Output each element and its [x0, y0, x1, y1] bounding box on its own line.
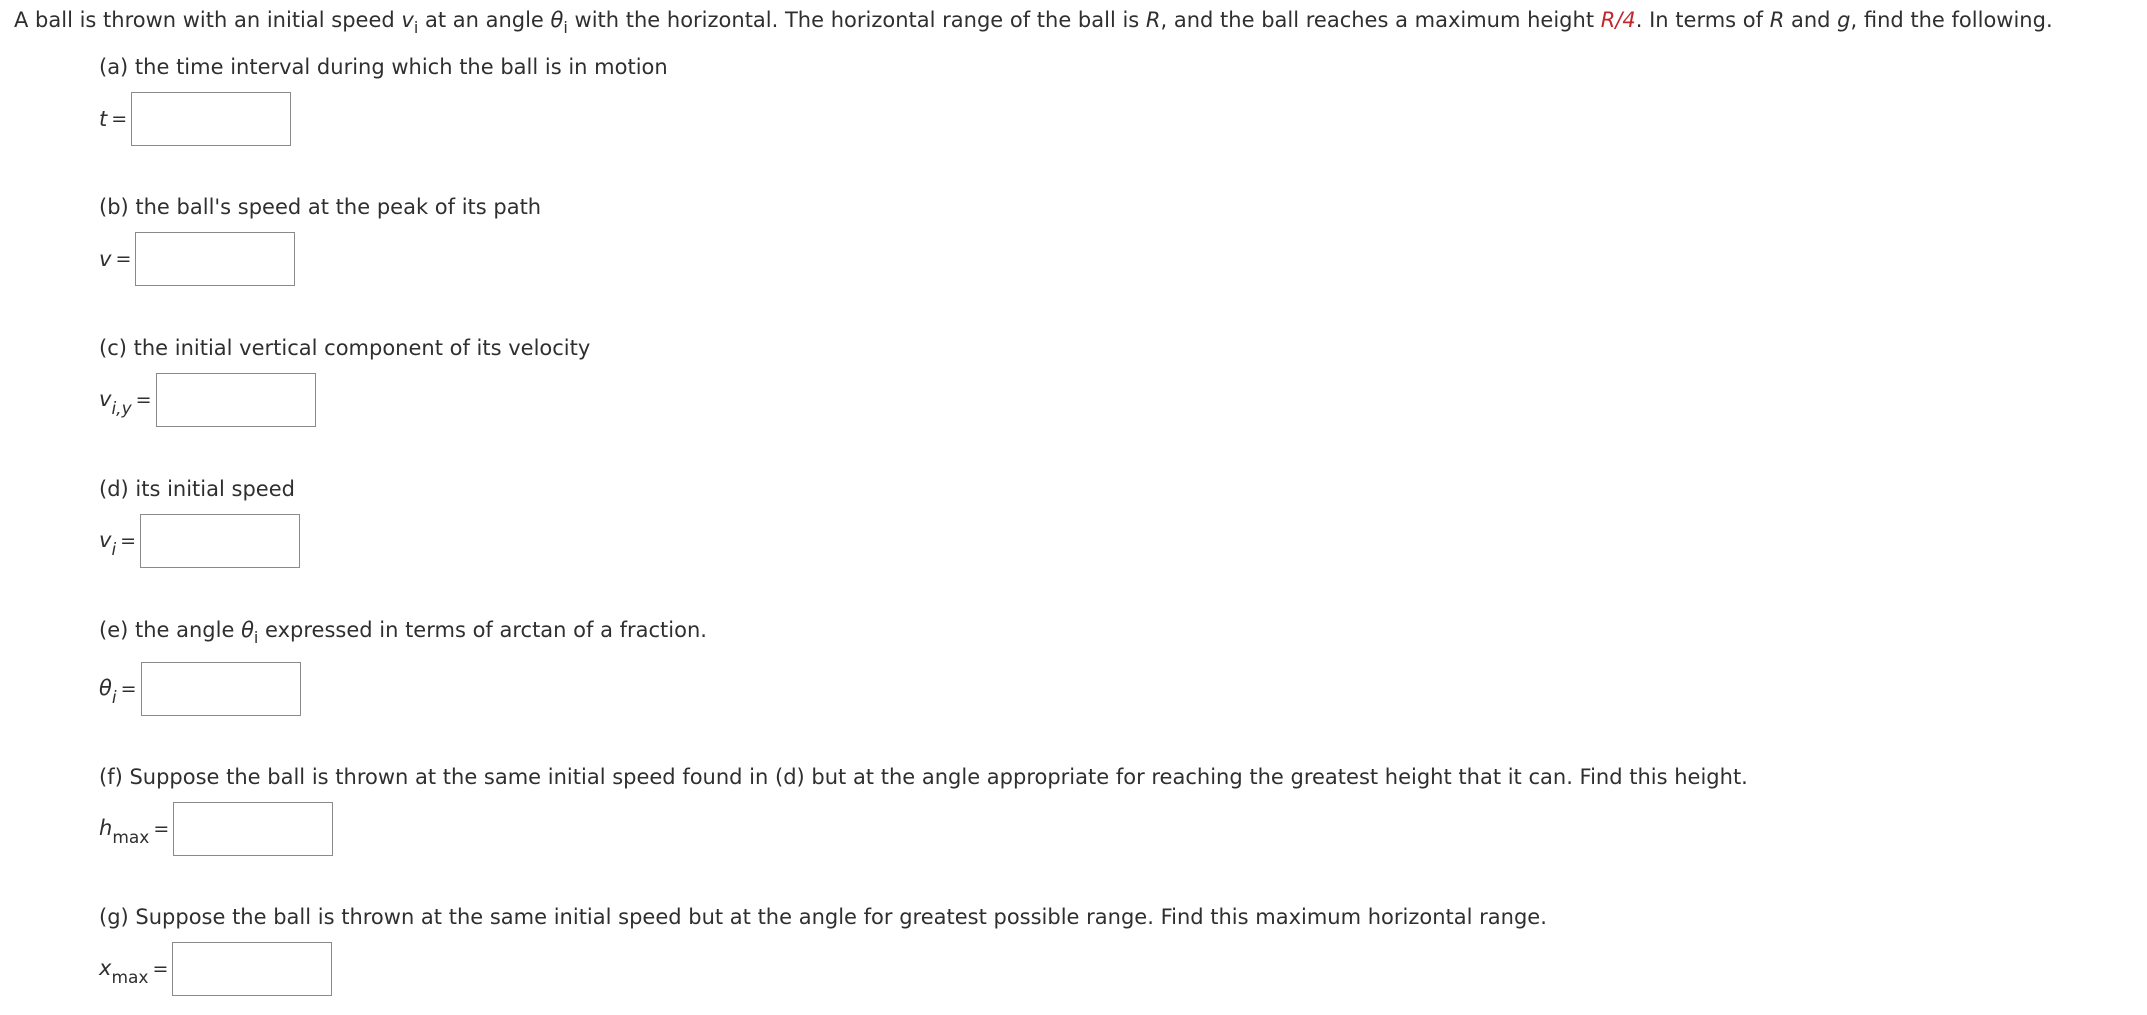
initial-speed-variable: $v_i$	[99, 528, 117, 560]
angle-symbol: $\theta_i$	[550, 8, 568, 37]
part-f-answer-row: $h_{max}$ =	[99, 802, 333, 856]
part-f-label: (f) Suppose the ball is thrown at the same initial speed found in (d) but at the angle appropriate for reaching the greatest height that it can. Find this height.	[99, 765, 1748, 789]
part-d-label: (d) its initial speed	[99, 477, 295, 501]
part-a-answer-row: t =	[99, 92, 291, 146]
answer-input-a[interactable]	[131, 92, 291, 146]
part-d	[99, 475, 295, 560]
range-symbol: R	[1145, 8, 1161, 32]
time-variable: t	[99, 107, 108, 131]
part-e-answer-row: $\theta_i$ =	[99, 662, 301, 716]
answer-input-c[interactable]	[156, 373, 316, 427]
angle-variable: $\theta_i$	[99, 676, 117, 708]
answer-input-f[interactable]	[173, 802, 333, 856]
initial-speed-symbol: $v_i$	[401, 8, 419, 37]
answer-input-g[interactable]	[172, 942, 332, 996]
part-f	[99, 763, 1748, 848]
part-c-label: (c) the initial vertical component of its velocity	[99, 336, 591, 360]
part-c-answer-row: $v_{i,y}$ =	[99, 373, 316, 427]
part-b-label: (b) the ball's speed at the peak of its path	[99, 195, 542, 219]
part-b	[99, 193, 542, 271]
part-d-answer-row: $v_i$ =	[99, 514, 300, 568]
max-height-variable: $h_{max}$	[99, 816, 150, 848]
part-g	[99, 903, 1547, 988]
part-e-label: (e) the angle $\theta_i$ expressed in terms of arctan of a fraction.	[99, 618, 707, 647]
speed-variable: v	[99, 247, 112, 271]
range-symbol: R	[1769, 8, 1785, 32]
part-g-label: (g) Suppose the ball is thrown at the same initial speed but at the angle for greatest possible range. Find this maximum horizontal range.	[99, 905, 1547, 929]
gravity-symbol: g	[1837, 8, 1851, 32]
max-range-variable: $x_{max}$	[99, 956, 149, 988]
part-b-answer-row: v =	[99, 232, 295, 286]
part-a-label: (a) the time interval during which the ball is in motion	[99, 55, 668, 79]
problem-statement: A ball is thrown with an initial speed $v_i$ at an angle $\theta_i$ with the horizontal. The horizontal range of the ball is R, and the ball reaches a maximum height R/4. In terms of R and g, find the following.	[14, 8, 2053, 37]
answer-input-e[interactable]	[141, 662, 301, 716]
part-g-answer-row: $x_{max}$ =	[99, 942, 332, 996]
part-c	[99, 334, 591, 419]
part-a	[99, 53, 668, 131]
initial-vertical-velocity-variable: $v_{i,y}$	[99, 387, 132, 419]
answer-input-b[interactable]	[135, 232, 295, 286]
part-e	[99, 616, 707, 708]
problem-text: A ball is thrown with an initial speed	[14, 8, 402, 32]
answer-input-d[interactable]	[140, 514, 300, 568]
max-height-value: R/4	[1600, 8, 1636, 32]
